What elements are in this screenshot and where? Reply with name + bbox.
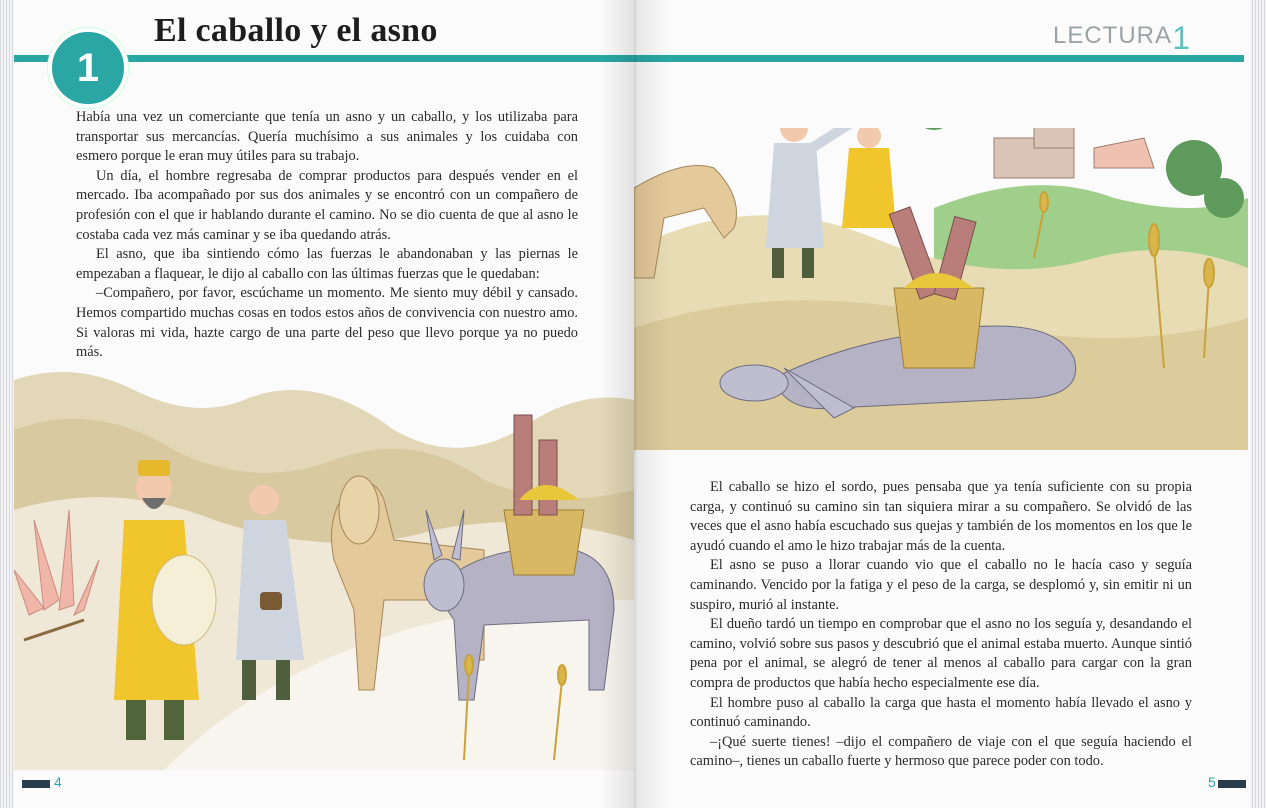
paragraph: El asno se puso a llorar cuando vio que el caballo no le hacía caso y seguía caminando. Vencido por la fatiga y el peso de la carga, se desplomó y, sin emitir ni un suspiro, murió al instante. — [690, 557, 1192, 613]
page-number: 4 — [54, 774, 62, 790]
footer-bar — [22, 780, 50, 788]
header-rule — [634, 55, 1244, 62]
paragraph: El hombre puso al caballo la carga que hasta el momento había llevado el asno y continuó caminando. — [690, 694, 1192, 731]
paragraph: –Compañero, por favor, escúchame un momento. Me siento muy débil y cansado. Hemos compartido muchas cosas en todos estos años de convivencia con nuestro amo. Si valoras mi vida, hazte cargo de una parte del peso que llevo porque ya no puedo más. — [76, 285, 578, 361]
right-body-text — [690, 478, 1192, 772]
paragraph: El caballo se hizo el sordo, pues pensaba que ya tenía suficiente con su propia carga, y continuó su camino sin tan siquiera mirar a su compañero. Se olvidó de las veces que el asno había escuchado sus quejas y también de los momentos en los que le ayudó cuando el amo le hizo trabajar más de la cuenta. — [690, 479, 1192, 554]
chapter-number-badge: 1 — [48, 28, 128, 108]
paragraph: –¡Qué suerte tienes! –dijo el compañero de viaje con el que seguía haciendo el camino–, tienes un caballo fuerte y hermoso que parece poder con todo. — [690, 733, 1192, 770]
section-label: LECTURA — [1052, 22, 1172, 49]
book-page-edges-left — [0, 0, 14, 808]
right-page — [634, 0, 1250, 808]
left-page — [14, 0, 634, 808]
left-body-text — [76, 108, 578, 363]
footer-bar — [1218, 780, 1246, 788]
paragraph: El dueño tardó un tiempo en comprobar que el asno no los seguía y, desandando el camino, volvió sobre sus pasos y descubrió que el animal estaba muerto. Aunque sintió pena por el animal, se alegró de tener al menos al caballo para cargar con la gran compra de productos que había hecho especialmente ese día. — [690, 616, 1192, 691]
illustration-donkey-collapsed — [634, 128, 1248, 450]
paragraph: Un día, el hombre regresaba de comprar productos para después vender en el mercado. Iba acompañado por sus dos animales y se encontró con un compañero de profesión con el que ir hablando durante el camino. No se dio cuenta de que al asno le costaba cada vez más caminar y se iba quedando atrás. — [76, 167, 578, 243]
section-number: 1 — [1172, 20, 1190, 56]
paragraph: El asno, que iba sintiendo cómo las fuerzas le abandonaban y las piernas le empezaban a flaquear, le dijo al caballo con las últimas fuerzas que le quedaban: — [76, 246, 578, 282]
paragraph: Había una vez un comerciante que tenía un asno y un caballo, y los utilizaba para transportar sus mercancías. Quería muchísimo a sus animales y los cuidaba con esmero porque le eran muy útiles para su trabajo. — [76, 109, 578, 165]
book-page-edges-right — [1250, 0, 1266, 808]
illustration-merchants-walking — [14, 360, 634, 770]
page-number: 5 — [1208, 774, 1216, 790]
page-title: El caballo y el asno — [154, 12, 438, 49]
